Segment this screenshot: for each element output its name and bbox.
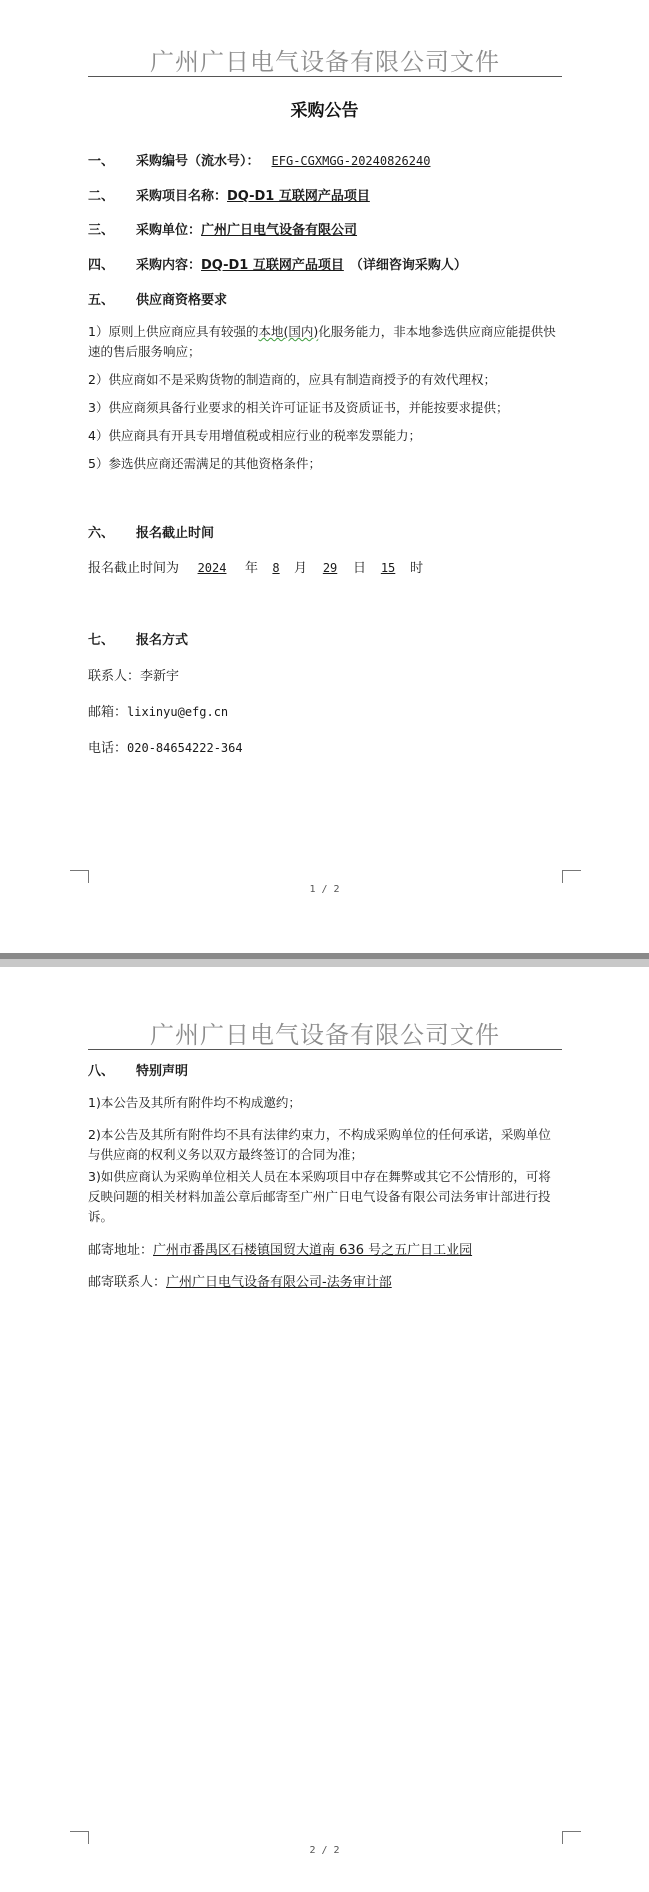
header-company-title: 广州广日电气设备有限公司文件	[150, 48, 500, 76]
section-special-statement	[88, 1060, 188, 1079]
qualification-item-4: 4）供应商具有开具专用增值税或相应行业的税率发票能力；	[88, 428, 421, 443]
email-line: 邮箱：lixinyu@efg.cn	[88, 705, 229, 720]
header-divider	[88, 76, 562, 77]
deadline-year: 2024	[197, 561, 227, 575]
page-corner-mark	[562, 1831, 581, 1844]
contact-person-line: 联系人：李新宇	[88, 669, 180, 684]
qualification-item-2: 2）供应商如不是采购货物的制造商的，应具有制造商授予的有效代理权；	[88, 372, 496, 387]
statement-item-1: 1)本公告及其所有附件均不构成邀约；	[88, 1095, 301, 1110]
section-procurement-number	[88, 150, 452, 169]
section-number: 八、	[88, 1064, 115, 1079]
header-company-title: 广州广日电气设备有限公司文件	[150, 1021, 500, 1049]
section-registration	[88, 629, 188, 648]
section-supplier-qualification	[88, 289, 227, 308]
grammar-mark: 本地(国内)	[258, 324, 319, 339]
procurement-number-value: EFG-CGXMGG-20240826240	[271, 154, 431, 168]
section-procurement-content	[88, 254, 467, 273]
page-corner-mark	[562, 870, 581, 883]
section-deadline	[88, 522, 214, 541]
section-number: 五、	[88, 293, 115, 308]
page-number: 1 / 2	[309, 884, 340, 895]
qualification-item-3: 3）供应商须具备行业要求的相关许可证证书及资质证书，并能按要求提供；	[88, 400, 509, 415]
section-number: 三、	[88, 223, 115, 238]
deadline-hour: 15	[380, 561, 396, 575]
deadline-day: 29	[322, 561, 338, 575]
document-page-2	[0, 967, 649, 1892]
deadline-month: 8	[272, 561, 280, 575]
section-number: 一、	[88, 154, 115, 169]
email-address: lixinyu@efg.cn	[127, 705, 229, 719]
mail-address-line: 邮寄地址：广州市番禺区石楼镇国贸大道南 636 号之五广日工业园	[88, 1243, 473, 1258]
statement-item-3: 3)如供应商认为采购单位相关人员在本采购项目中存在舞弊或其它不公情形的，可将反映问题的相关材料加盖公章后邮寄至广州广日电气设备有限公司法务审计部进行投诉。	[88, 1169, 551, 1224]
section-project-name	[88, 185, 459, 204]
mail-address: 广州市番禺区石楼镇国贸大道南 636 号之五广日工业园	[153, 1243, 473, 1258]
qualification-item-5: 5）参选供应商还需满足的其他资格条件；	[88, 456, 321, 471]
phone-line: 电话：020-84654222-364	[88, 741, 243, 756]
header-divider	[88, 1049, 562, 1050]
section-number: 二、	[88, 189, 115, 204]
project-name-value: DQ-D1 互联网产品项目	[227, 189, 370, 204]
phone-number: 020-84654222-364	[127, 741, 243, 755]
page-corner-mark	[70, 1831, 89, 1844]
purchaser-value: 广州广日电气设备有限公司	[201, 223, 358, 238]
section-label: 报名截止时间	[136, 526, 215, 541]
section-number: 四、	[88, 258, 115, 273]
procurement-content-note: （详细咨询采购人）	[349, 258, 467, 273]
section-label: 报名方式	[136, 633, 189, 648]
section-label: 采购单位：	[136, 223, 202, 238]
section-label: 供应商资格要求	[136, 293, 228, 308]
deadline-text: 报名截止时间为 2024 年 8 月 29 日 15 时	[88, 561, 424, 576]
procurement-content-value: DQ-D1 互联网产品项目	[201, 258, 344, 273]
section-label: 特别声明	[136, 1064, 189, 1079]
page-separator	[0, 953, 649, 967]
mail-contact-line: 邮寄联系人：广州广日电气设备有限公司-法务审计部	[88, 1275, 392, 1290]
section-label: 采购项目名称：	[136, 189, 228, 204]
section-number: 六、	[88, 526, 115, 541]
section-purchaser	[88, 219, 455, 238]
page-number: 2 / 2	[309, 1845, 340, 1856]
page-corner-mark	[70, 870, 89, 883]
section-number: 七、	[88, 633, 115, 648]
statement-item-2: 2)本公告及其所有附件均不具有法律约束力，不构成采购单位的任何承诺，采购单位与供应商的权利义务以双方最终签订的合同为准；	[88, 1127, 551, 1162]
qualification-item-1: 1）原则上供应商应具有较强的本地(国内)化服务能力，非本地参选供应商应能提供快速的售后服务响应；	[88, 324, 556, 359]
section-label: 采购内容：	[136, 258, 202, 273]
contact-person: 李新宇	[140, 669, 180, 684]
document-title: 采购公告	[290, 101, 359, 121]
mail-contact: 广州广日电气设备有限公司-法务审计部	[166, 1275, 392, 1290]
section-label: 采购编号（流水号）：	[136, 154, 260, 169]
